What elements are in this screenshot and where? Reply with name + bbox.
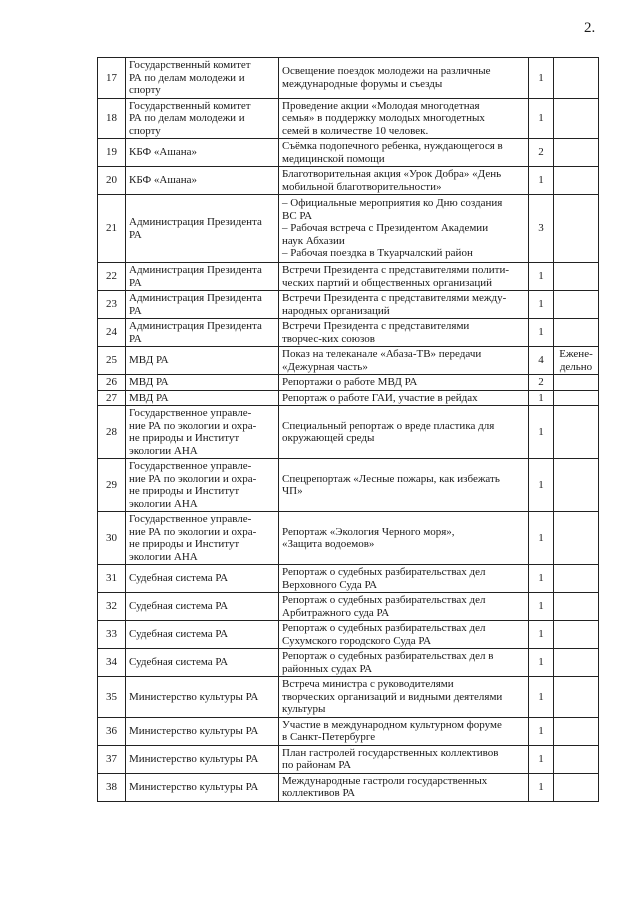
quantity-cell: 1 bbox=[529, 98, 554, 139]
organization-cell bbox=[126, 375, 279, 391]
page-number: 2. bbox=[584, 20, 596, 36]
table-row bbox=[98, 717, 599, 745]
event-cell bbox=[279, 773, 529, 801]
row-number: 30 bbox=[98, 512, 126, 565]
period-cell bbox=[554, 319, 599, 347]
event-cell bbox=[279, 459, 529, 512]
event-cell-line: наук Абхазии bbox=[282, 234, 345, 247]
event-cell bbox=[279, 717, 529, 745]
quantity-cell: 4 bbox=[529, 347, 554, 375]
event-cell bbox=[279, 291, 529, 319]
event-cell-line: международные форумы и съезды bbox=[282, 77, 443, 90]
event-cell bbox=[279, 58, 529, 99]
period-cell bbox=[554, 459, 599, 512]
table-row bbox=[98, 649, 599, 677]
organization-cell-line: экологии АНА bbox=[129, 497, 198, 510]
period-cell bbox=[554, 390, 599, 406]
event-cell-line: творческих организаций и видными деятелями bbox=[282, 690, 503, 703]
event-cell-line: – Официальные мероприятия ко Дню создания bbox=[282, 197, 503, 210]
organization-cell-line: Судебная система РА bbox=[129, 628, 229, 641]
event-cell-line: Освещение поездок молодежи на различные bbox=[282, 65, 491, 78]
organization-cell bbox=[126, 406, 279, 459]
organization-cell-line: Государственное управле- bbox=[129, 407, 252, 419]
period-cell-line: дельно bbox=[559, 360, 593, 373]
organization-cell-line: Государственный комитет bbox=[129, 99, 251, 112]
row-number: 33 bbox=[98, 621, 126, 649]
row-number: 27 bbox=[98, 390, 126, 406]
quantity-cell: 1 bbox=[529, 319, 554, 347]
event-cell-line: Сухумского городского Суда РА bbox=[282, 634, 432, 647]
period-cell bbox=[554, 593, 599, 621]
table-row bbox=[98, 745, 599, 773]
organization-cell-line: ние РА по экологии и охра- bbox=[129, 419, 257, 432]
event-cell-line: Международные гастроли государственных bbox=[282, 774, 488, 787]
period-cell bbox=[554, 375, 599, 391]
period-cell bbox=[554, 717, 599, 745]
event-cell-line: Встреча министра с руководителями bbox=[282, 678, 454, 690]
organization-cell bbox=[126, 717, 279, 745]
organization-cell-line: не природы и Институт bbox=[129, 432, 240, 444]
organization-cell-line: спорту bbox=[129, 124, 161, 137]
period-cell bbox=[554, 263, 599, 291]
organization-cell bbox=[126, 677, 279, 718]
table-row bbox=[98, 565, 599, 593]
event-cell-line: по районам РА bbox=[282, 759, 352, 771]
table-row bbox=[98, 512, 599, 565]
organization-cell bbox=[126, 263, 279, 291]
quantity-cell: 1 bbox=[529, 593, 554, 621]
event-cell-line: Съёмка подопечного ребенка, нуждающегося в bbox=[282, 140, 503, 152]
event-cell-line: Показ на телеканале «Абаза-ТВ» передачи bbox=[282, 348, 482, 360]
event-cell-line: народных организаций bbox=[282, 304, 390, 317]
quantity-cell: 1 bbox=[529, 167, 554, 195]
organization-cell bbox=[126, 98, 279, 139]
row-number: 22 bbox=[98, 263, 126, 291]
event-cell-line: «Защита водоемов» bbox=[282, 538, 375, 550]
quantity-cell: 1 bbox=[529, 263, 554, 291]
table-row bbox=[98, 98, 599, 139]
organization-cell bbox=[126, 745, 279, 773]
event-cell-line: – Рабочая поездка в Ткуарчалский район bbox=[282, 247, 473, 260]
row-number: 17 bbox=[98, 58, 126, 99]
event-cell bbox=[279, 677, 529, 718]
event-cell bbox=[279, 565, 529, 593]
table-row bbox=[98, 58, 599, 99]
event-cell-line: Проведение акции «Молодая многодетная bbox=[282, 99, 480, 112]
organization-cell-line: экологии АНА bbox=[129, 444, 198, 457]
row-number: 26 bbox=[98, 375, 126, 391]
row-number: 28 bbox=[98, 406, 126, 459]
event-cell-line: Репортажи о работе МВД РА bbox=[282, 376, 418, 388]
organization-cell bbox=[126, 139, 279, 167]
quantity-cell: 1 bbox=[529, 58, 554, 99]
table-row bbox=[98, 263, 599, 291]
event-cell bbox=[279, 390, 529, 406]
organization-cell-line: не природы и Институт bbox=[129, 485, 240, 497]
table-row bbox=[98, 291, 599, 319]
table-row bbox=[98, 390, 599, 406]
organization-cell-line: Государственное управле- bbox=[129, 460, 252, 472]
quantity-cell: 1 bbox=[529, 390, 554, 406]
event-cell-line: коллективов РА bbox=[282, 787, 356, 799]
quantity-cell: 1 bbox=[529, 649, 554, 677]
organization-cell bbox=[126, 649, 279, 677]
row-number: 34 bbox=[98, 649, 126, 677]
organization-cell bbox=[126, 58, 279, 99]
event-cell-line: медицинской помощи bbox=[282, 152, 385, 165]
organization-cell bbox=[126, 459, 279, 512]
event-cell-line: ВС РА bbox=[282, 209, 313, 222]
period-cell bbox=[554, 406, 599, 459]
organization-cell-line: РА bbox=[129, 332, 142, 345]
media-plan-table bbox=[97, 57, 599, 802]
period-cell-line: Еженe- bbox=[559, 348, 593, 360]
quantity-cell: 1 bbox=[529, 621, 554, 649]
period-cell bbox=[554, 195, 599, 263]
quantity-cell: 1 bbox=[529, 773, 554, 801]
quantity-cell: 2 bbox=[529, 139, 554, 167]
event-cell-line: культуры bbox=[282, 703, 326, 715]
row-number: 36 bbox=[98, 717, 126, 745]
organization-cell bbox=[126, 347, 279, 375]
organization-cell-line: ние РА по экологии и охра- bbox=[129, 472, 257, 485]
organization-cell-line: Министерство культуры РА bbox=[129, 780, 259, 793]
event-cell-line: семья» в поддержку молодых многодетных bbox=[282, 112, 485, 124]
quantity-cell: 1 bbox=[529, 291, 554, 319]
organization-cell-line: РА bbox=[129, 228, 142, 241]
event-cell-line: Участие в международном культурном форуме bbox=[282, 718, 502, 731]
organization-cell-line: МВД РА bbox=[129, 354, 169, 367]
organization-cell bbox=[126, 565, 279, 593]
period-cell bbox=[554, 291, 599, 319]
event-cell bbox=[279, 512, 529, 565]
row-number: 24 bbox=[98, 319, 126, 347]
organization-cell bbox=[126, 773, 279, 801]
period-cell bbox=[554, 649, 599, 677]
event-cell-line: – Рабочая встреча с Президентом Академии bbox=[282, 222, 489, 235]
period-cell bbox=[554, 745, 599, 773]
event-cell bbox=[279, 195, 529, 263]
organization-cell bbox=[126, 195, 279, 263]
organization-cell-line: Министерство культуры РА bbox=[129, 752, 259, 765]
event-cell bbox=[279, 139, 529, 167]
table-row bbox=[98, 167, 599, 195]
organization-cell-line: Администрация Президента bbox=[129, 320, 262, 332]
organization-cell-line: МВД РА bbox=[129, 376, 169, 388]
quantity-cell: 2 bbox=[529, 375, 554, 391]
event-cell-line: Репортаж «Экология Черного моря», bbox=[282, 525, 455, 538]
table-row bbox=[98, 195, 599, 263]
event-cell-line: Встречи Президента с представителями bbox=[282, 320, 470, 332]
table-row bbox=[98, 375, 599, 391]
row-number: 18 bbox=[98, 98, 126, 139]
event-cell-line: окружающей среды bbox=[282, 432, 375, 444]
quantity-cell: 1 bbox=[529, 512, 554, 565]
row-number: 32 bbox=[98, 593, 126, 621]
event-cell-line: Арбитражного суда РА bbox=[282, 606, 390, 619]
period-cell bbox=[554, 58, 599, 99]
organization-cell bbox=[126, 390, 279, 406]
event-cell-line: Репортаж о судебных разбирательствах дел в bbox=[282, 650, 494, 662]
period-cell bbox=[554, 512, 599, 565]
row-number: 20 bbox=[98, 167, 126, 195]
event-cell-line: в Санкт-Петербурге bbox=[282, 731, 376, 743]
quantity-cell: 3 bbox=[529, 195, 554, 263]
event-cell-line: Репортаж о работе ГАИ, участие в рейдах bbox=[282, 391, 478, 404]
row-number: 29 bbox=[98, 459, 126, 512]
event-cell bbox=[279, 263, 529, 291]
organization-cell-line: РА bbox=[129, 276, 142, 289]
event-cell bbox=[279, 745, 529, 773]
event-cell-line: Репортаж о судебных разбирательствах дел bbox=[282, 566, 486, 578]
row-number: 23 bbox=[98, 291, 126, 319]
organization-cell bbox=[126, 291, 279, 319]
table-row bbox=[98, 621, 599, 649]
row-number: 35 bbox=[98, 677, 126, 718]
organization-cell-line: МВД РА bbox=[129, 391, 169, 404]
table-row bbox=[98, 677, 599, 718]
event-cell bbox=[279, 593, 529, 621]
period-cell bbox=[554, 565, 599, 593]
event-cell-line: ческих партий и общественных организаций bbox=[282, 276, 493, 289]
organization-cell-line: Государственный комитет bbox=[129, 59, 251, 71]
table-row bbox=[98, 406, 599, 459]
row-number: 19 bbox=[98, 139, 126, 167]
event-cell-line: Репортаж о судебных разбирательствах дел bbox=[282, 622, 486, 634]
quantity-cell: 1 bbox=[529, 406, 554, 459]
event-cell-line: Встречи Президента с представителями полити- bbox=[282, 264, 510, 276]
organization-cell-line: Министерство культуры РА bbox=[129, 690, 259, 703]
organization-cell-line: КБФ «Ашана» bbox=[129, 146, 197, 159]
organization-cell-line: РА bbox=[129, 304, 142, 317]
organization-cell-line: экологии АНА bbox=[129, 550, 198, 563]
table-row bbox=[98, 593, 599, 621]
period-cell bbox=[554, 773, 599, 801]
organization-cell bbox=[126, 167, 279, 195]
event-cell-line: Репортаж о судебных разбирательствах дел bbox=[282, 594, 486, 606]
event-cell-line: творчес-ких союзов bbox=[282, 332, 375, 345]
event-cell-line: мобильной благотворительности» bbox=[282, 180, 442, 193]
organization-cell-line: Судебная система РА bbox=[129, 600, 229, 613]
event-cell-line: Специальный репортаж о вреде пластика для bbox=[282, 419, 495, 432]
quantity-cell: 1 bbox=[529, 459, 554, 512]
organization-cell-line: Администрация Президента bbox=[129, 264, 262, 276]
table-body bbox=[98, 58, 599, 802]
event-cell bbox=[279, 347, 529, 375]
organization-cell bbox=[126, 319, 279, 347]
organization-cell-line: ние РА по экологии и охра- bbox=[129, 525, 257, 538]
quantity-cell: 1 bbox=[529, 565, 554, 593]
table-row bbox=[98, 139, 599, 167]
event-cell bbox=[279, 375, 529, 391]
table-row bbox=[98, 773, 599, 801]
table-row bbox=[98, 347, 599, 375]
event-cell-line: Спецрепортаж «Лесные пожары, как избежать bbox=[282, 472, 500, 485]
organization-cell-line: Администрация Президента bbox=[129, 216, 262, 228]
organization-cell bbox=[126, 621, 279, 649]
quantity-cell: 1 bbox=[529, 717, 554, 745]
organization-cell-line: Министерство культуры РА bbox=[129, 724, 259, 737]
event-cell-line: ЧП» bbox=[282, 485, 303, 497]
period-cell bbox=[554, 167, 599, 195]
event-cell bbox=[279, 649, 529, 677]
period-cell bbox=[554, 677, 599, 718]
period-cell bbox=[554, 98, 599, 139]
organization-cell-line: Администрация Президента bbox=[129, 292, 262, 304]
organization-cell-line: не природы и Институт bbox=[129, 538, 240, 550]
event-cell-line: План гастролей государственных коллективов bbox=[282, 746, 499, 759]
event-cell-line: «Дежурная часть» bbox=[282, 360, 368, 373]
event-cell-line: Встречи Президента с представителями между- bbox=[282, 292, 507, 304]
event-cell-line: семей в количестве 10 человек. bbox=[282, 124, 429, 137]
table-row bbox=[98, 459, 599, 512]
organization-cell-line: Судебная система РА bbox=[129, 656, 229, 669]
row-number: 31 bbox=[98, 565, 126, 593]
quantity-cell: 1 bbox=[529, 745, 554, 773]
organization-cell-line: Государственное управле- bbox=[129, 513, 252, 525]
event-cell-line: районных судах РА bbox=[282, 662, 373, 675]
organization-cell-line: РА по делам молодежи и bbox=[129, 112, 245, 124]
row-number: 38 bbox=[98, 773, 126, 801]
event-cell bbox=[279, 621, 529, 649]
organization-cell-line: РА по делам молодежи и bbox=[129, 71, 245, 84]
organization-cell-line: спорту bbox=[129, 84, 161, 96]
row-number: 21 bbox=[98, 195, 126, 263]
table-row bbox=[98, 319, 599, 347]
event-cell bbox=[279, 167, 529, 195]
event-cell bbox=[279, 98, 529, 139]
event-cell bbox=[279, 406, 529, 459]
event-cell bbox=[279, 319, 529, 347]
organization-cell-line: Судебная система РА bbox=[129, 572, 229, 585]
period-cell bbox=[554, 347, 599, 375]
period-cell bbox=[554, 139, 599, 167]
organization-cell-line: КБФ «Ашана» bbox=[129, 174, 197, 187]
period-cell bbox=[554, 621, 599, 649]
event-cell-line: Верховного Суда РА bbox=[282, 578, 378, 591]
row-number: 25 bbox=[98, 347, 126, 375]
organization-cell bbox=[126, 512, 279, 565]
quantity-cell: 1 bbox=[529, 677, 554, 718]
row-number: 37 bbox=[98, 745, 126, 773]
event-cell-line: Благотворительная акция «Урок Добра» «День bbox=[282, 168, 502, 180]
organization-cell bbox=[126, 593, 279, 621]
